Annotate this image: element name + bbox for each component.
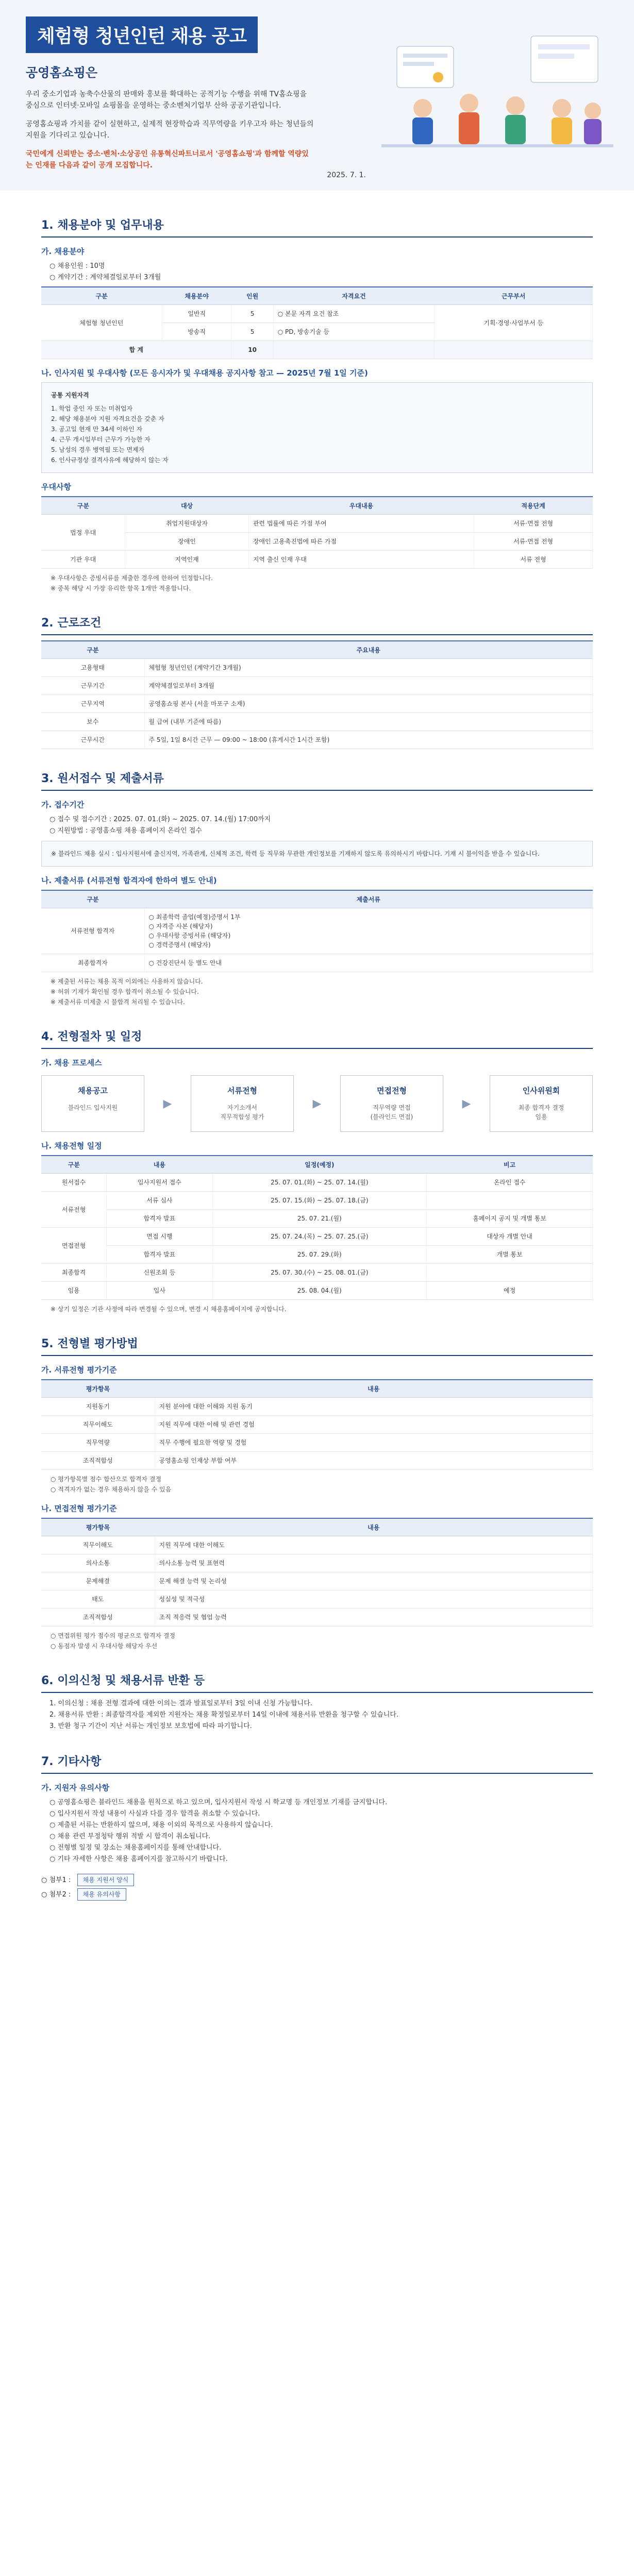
table-row (41, 1192, 593, 1210)
table-header: 내용 (155, 1518, 593, 1536)
section-misc (41, 1753, 593, 1902)
section-title: 1. 채용분야 및 업무내용 (41, 216, 593, 238)
table-row (41, 954, 593, 972)
table-cell: 25. 07. 24.(목) ~ 25. 07. 25.(금) (212, 1228, 427, 1246)
table-cell: 지원 직무에 대한 이해 및 관련 경험 (155, 1416, 593, 1434)
blind-hiring-notice: ※ 블라인드 채용 실시 : 입사지원서에 출신지역, 가족관계, 신체적 조건, 학력 등 직무와 무관한 개인정보를 기재하지 않도록 유의하시기 바랍니다. 기재 시 불이익을 받을 수 있습니다. (41, 841, 593, 867)
table-cell: 보수 (41, 713, 144, 731)
attachment-label: ○ 첨부1 : (41, 1876, 71, 1884)
table-cell: ○ 본문 자격 요건 참조 (273, 305, 435, 323)
table-cell: 월 급여 (내부 기준에 따름) (144, 713, 593, 731)
table-row (41, 515, 593, 533)
table-cell: 10 (231, 341, 273, 359)
table-row (41, 1398, 593, 1416)
table-cell: 서류 전형 (474, 551, 593, 569)
table-row (41, 1228, 593, 1246)
section-appeal (41, 1672, 593, 1732)
table-cell: 25. 07. 21.(월) (212, 1210, 427, 1228)
table-cell (427, 1192, 593, 1210)
table-header: 적용단계 (474, 497, 593, 515)
box-heading: 공통 지원자격 (51, 392, 89, 399)
attachments (41, 1873, 593, 1902)
sub-title: 나. 채용전형 일정 (41, 1141, 102, 1150)
flow-step-desc: 직무역량 면접 (블라인드 면접) (370, 1104, 413, 1121)
intro-paragraph-1: 우리 중소기업과 농축수산물의 판매와 홍보를 확대하는 공적기능 수행을 위해 TV홈쇼핑을 중심으로 인터넷·모바일 쇼핑몰을 운영하는 중소벤처기업부 산하 공공기관입니다. (26, 90, 307, 110)
table-cell: 5 (231, 305, 273, 323)
table-row (41, 1434, 593, 1452)
section-title: 5. 전형별 평가방법 (41, 1335, 593, 1356)
table-cell: 장애인 고용촉진법에 따른 가점 (248, 533, 474, 551)
bullet-line: ○ 지원방법 : 공영홈쇼핑 채용 홈페이지 온라인 접수 (49, 827, 202, 835)
intro-paragraph-2: 공영홈쇼핑과 가치를 같이 실현하고, 실제적 현장학습과 직무역량을 키우고자 하는 청년들의 지원을 기다리고 있습니다. (26, 120, 314, 140)
note-line: ※ 허위 기재가 확인될 경우 합격이 취소될 수 있습니다. (51, 988, 199, 995)
table-cell: 고용형태 (41, 659, 144, 677)
table-cell: 지원 분야에 대한 이해와 지원 동기 (155, 1398, 593, 1416)
page-title: 체험형 청년인턴 채용 공고 (26, 16, 258, 53)
sub-title: 가. 접수기간 (41, 800, 85, 809)
table-header: 평가항목 (41, 1518, 155, 1536)
arrow-right-icon: ▶ (312, 1097, 322, 1110)
table-cell: 서류·면접 전형 (474, 515, 593, 533)
table-cell: 장애인 (125, 533, 249, 551)
conditions-table (41, 640, 593, 749)
bullet-line: ○ 전형별 일정 및 장소는 채용홈페이지를 통해 안내합니다. (49, 1844, 222, 1852)
table-cell: 서류 심사 (107, 1192, 212, 1210)
table-row (41, 1572, 593, 1590)
table-cell: 지원 직무에 대한 이해도 (155, 1536, 593, 1554)
table-row (41, 551, 593, 569)
recruitment-table (41, 286, 593, 359)
table-cell: 원서접수 (41, 1174, 107, 1192)
table-cell: 문제 해결 능력 및 논리성 (155, 1572, 593, 1590)
table-header: 평가항목 (41, 1380, 155, 1398)
box-line: 6. 인사규정상 결격사유에 해당하지 않는 자 (51, 456, 169, 464)
section-title: 6. 이의신청 및 채용서류 반환 등 (41, 1672, 593, 1693)
preference-table (41, 496, 593, 569)
box-line: 1. 학업 중인 자 또는 미취업자 (51, 405, 133, 412)
section-evaluation (41, 1335, 593, 1651)
table-cell: 의사소통 (41, 1554, 155, 1572)
table-cell: 최종합격 (41, 1264, 107, 1282)
bullet-line: ○ 제출된 서류는 반환하지 않으며, 채용 이외의 목적으로 사용하지 않습니다. (49, 1821, 273, 1829)
table-header: 근무부서 (435, 287, 593, 305)
sub-title: 가. 지원자 유의사항 (41, 1783, 110, 1792)
table-cell: 체험형 청년인턴 (41, 305, 162, 341)
box-line: 3. 공고일 현재 만 34세 이하인 자 (51, 426, 143, 433)
bullet-line: ○ 채용 관련 부정청탁 행위 적발 시 합격이 취소됩니다. (49, 1833, 211, 1840)
table-cell: 25. 07. 01.(화) ~ 25. 07. 14.(월) (212, 1174, 427, 1192)
section-recruitment-field (41, 216, 593, 594)
box-line: 2. 해당 채용분야 지원 자격요건을 갖춘 자 (51, 415, 164, 422)
table-header: 채용분야 (162, 287, 231, 305)
sub-title: 우대사항 (41, 482, 71, 492)
table-cell: 25. 07. 29.(화) (212, 1246, 427, 1264)
bullet-line: 1. 이의신청 : 채용 전형 결과에 대한 이의는 결과 발표일로부터 3일 이내 신청 가능합니다. (49, 1700, 312, 1707)
table-cell: 기획·경영·사업부서 등 (435, 305, 593, 341)
intro-text (26, 89, 314, 171)
table-cell: 체험형 청년인턴 (계약기간 3개월) (144, 659, 593, 677)
table-cell: 예정 (427, 1282, 593, 1300)
table-row (41, 1608, 593, 1626)
table-cell: 문제해결 (41, 1572, 155, 1590)
table-row (41, 1554, 593, 1572)
table-row (41, 1416, 593, 1434)
section-title: 7. 기타사항 (41, 1753, 593, 1774)
table-row (41, 1210, 593, 1228)
table-cell: 신원조회 등 (107, 1264, 212, 1282)
sub-title: 가. 채용분야 (41, 247, 85, 256)
table-cell: 법정 우대 (41, 515, 125, 551)
sub-title: 가. 서류전형 평가기준 (41, 1365, 117, 1375)
table-header: 내용 (107, 1156, 212, 1174)
flow-step (191, 1075, 294, 1132)
table-cell: 조직 적응력 및 협업 능력 (155, 1608, 593, 1626)
note-line: ※ 중복 해당 시 가장 유리한 항목 1개만 적용합니다. (51, 585, 191, 592)
table-cell: 25. 08. 04.(월) (212, 1282, 427, 1300)
table-row (41, 908, 593, 954)
table-cell (273, 341, 435, 359)
flow-step (340, 1075, 443, 1132)
table-cell: ○ PD, 방송기술 등 (273, 323, 435, 341)
attachment-link-1[interactable]: 채용 지원서 양식 (77, 1874, 135, 1886)
sub-title: 나. 제출서류 (서류전형 합격자에 한하여 별도 안내) (41, 876, 217, 885)
table-cell: 취업지원대상자 (125, 515, 249, 533)
table-cell: 근무기간 (41, 677, 144, 695)
attachment-link-2[interactable]: 채용 유의사항 (77, 1888, 126, 1901)
table-cell: 관련 법률에 따른 가점 부여 (248, 515, 474, 533)
sub-title: 가. 채용 프로세스 (41, 1058, 102, 1067)
table-cell: 일반직 (162, 305, 231, 323)
table-cell: 면접전형 (41, 1228, 107, 1264)
bullet-line: ○ 채용인원 : 10명 (49, 262, 105, 270)
section-title: 4. 전형절차 및 일정 (41, 1028, 593, 1049)
note-line: ※ 우대사항은 증빙서류를 제출한 경우에 한하여 인정합니다. (51, 574, 213, 582)
documents-table (41, 890, 593, 972)
section-title: 2. 근로조건 (41, 614, 593, 635)
table-cell: 서류·면접 전형 (474, 533, 593, 551)
table-cell: ○ 건강진단서 등 별도 안내 (144, 954, 593, 972)
table-header: 대상 (125, 497, 249, 515)
table-cell (427, 1264, 593, 1282)
org-name: 공영홈쇼핑은 (26, 65, 98, 80)
table-cell: 기관 우대 (41, 551, 125, 569)
table-row (41, 695, 593, 713)
table-cell: 조직적합성 (41, 1452, 155, 1470)
main-content (0, 191, 634, 1923)
table-cell: 합격자 발표 (107, 1246, 212, 1264)
table-cell: 지원동기 (41, 1398, 155, 1416)
table-cell: 직무이해도 (41, 1416, 155, 1434)
table-cell: 서류전형 (41, 1192, 107, 1228)
flow-step (41, 1075, 144, 1132)
flow-step-title: 서류전형 (227, 1086, 257, 1095)
bullet-line: 3. 반환 청구 기간이 지난 서류는 개인정보 보호법에 따라 파기합니다. (49, 1722, 252, 1730)
table-row (41, 731, 593, 749)
table-row (41, 1452, 593, 1470)
box-line: 4. 근무 개시일부터 근무가 가능한 자 (51, 436, 151, 443)
attachment-label: ○ 첨부2 : (41, 1891, 71, 1899)
table-cell: 25. 07. 15.(화) ~ 25. 07. 18.(금) (212, 1192, 427, 1210)
bullet-line: ○ 계약기간 : 계약체결일로부터 3개월 (49, 274, 161, 281)
table-row (41, 659, 593, 677)
note-line: ※ 제출된 서류는 채용 목적 이외에는 사용하지 않습니다. (51, 978, 203, 985)
hero-banner (0, 0, 634, 191)
note-line: ※ 상기 일정은 기관 사정에 따라 변경될 수 있으며, 변경 시 채용홈페이지에 공지합니다. (51, 1306, 287, 1313)
table-cell: 합 계 (41, 341, 231, 359)
table-header: 자격요건 (273, 287, 435, 305)
bullet-line: 2. 채용서류 반환 : 최종합격자를 제외한 지원자는 채용 확정일로부터 14일 이내에 채용서류 반환을 청구할 수 있습니다. (49, 1711, 399, 1719)
table-cell: 지역인재 (125, 551, 249, 569)
eligibility-box (41, 382, 593, 473)
box-line: 5. 남성의 경우 병역필 또는 면제자 (51, 446, 145, 453)
table-cell: 대상자 개별 안내 (427, 1228, 593, 1246)
table-cell: ○ 최종학력 졸업(예정)증명서 1부 ○ 자격증 사본 (해당자) ○ 우대사항 증빙서류 (해당자) ○ 경력증명서 (해당자) (144, 908, 593, 954)
table-header: 구분 (41, 497, 125, 515)
table-row (41, 1246, 593, 1264)
table-cell: 직무역량 (41, 1434, 155, 1452)
document-eval-table (41, 1379, 593, 1470)
table-cell: 합격자 발표 (107, 1210, 212, 1228)
sub-title: 나. 인사지원 및 우대사항 (모든 응시자가 및 우대채용 공지사항 참고 — 2025년 7월 1일 기준) (41, 368, 368, 378)
process-flow (41, 1075, 593, 1132)
table-header: 구분 (41, 890, 144, 908)
table-row (41, 1174, 593, 1192)
table-row (41, 713, 593, 731)
table-cell: 근무지역 (41, 695, 144, 713)
bullet-line: ○ 입사지원서 작성 내용이 사실과 다를 경우 합격을 취소할 수 있습니다. (49, 1810, 260, 1818)
table-cell: 최종합격자 (41, 954, 144, 972)
table-cell: 지역 출신 인재 우대 (248, 551, 474, 569)
table-cell: 공영홈쇼핑 본사 (서울 마포구 소재) (144, 695, 593, 713)
schedule-table (41, 1155, 593, 1300)
table-cell: 임용 (41, 1282, 107, 1300)
table-header: 구분 (41, 1156, 107, 1174)
table-cell: 5 (231, 323, 273, 341)
table-row (41, 1264, 593, 1282)
table-cell: 서류전형 합격자 (41, 908, 144, 954)
table-cell: 계약체결일로부터 3개월 (144, 677, 593, 695)
table-row (41, 1536, 593, 1554)
arrow-right-icon: ▶ (462, 1097, 471, 1110)
flow-step (490, 1075, 593, 1132)
table-cell: 입사 (107, 1282, 212, 1300)
table-header: 우대내용 (248, 497, 474, 515)
table-cell: 홈페이지 공지 및 개별 통보 (427, 1210, 593, 1228)
note-line: ○ 면접위원 평가 점수의 평균으로 합격자 결정 (51, 1632, 176, 1639)
table-row (41, 305, 593, 323)
section-working-conditions (41, 614, 593, 749)
attachment-row (41, 1873, 593, 1888)
table-cell: 개별 통보 (427, 1246, 593, 1264)
table-cell: 주 5일, 1일 8시간 근무 — 09:00 ~ 18:00 (휴게시간 1시간 포함) (144, 731, 593, 749)
flow-step-desc: 자기소개서 직무적합성 평가 (220, 1104, 264, 1121)
bullet-line: ○ 공영홈쇼핑은 블라인드 채용을 원칙으로 하고 있으며, 입사지원서 작성 시 학교명 등 개인정보 기재를 금지합니다. (49, 1799, 388, 1806)
table-cell: 직무이해도 (41, 1536, 155, 1554)
table-cell: 직무 수행에 필요한 역량 및 경험 (155, 1434, 593, 1452)
table-cell: 조직적합성 (41, 1608, 155, 1626)
table-header: 일정(예정) (212, 1156, 427, 1174)
table-cell: 성실성 및 적극성 (155, 1590, 593, 1608)
table-row (41, 1590, 593, 1608)
table-cell (435, 341, 593, 359)
flow-step-desc: 블라인드 입사지원 (68, 1104, 118, 1111)
flow-step-desc: 최종 합격자 결정 임용 (518, 1104, 564, 1121)
section-title: 3. 원서접수 및 제출서류 (41, 770, 593, 791)
sub-title: 나. 면접전형 평가기준 (41, 1504, 117, 1513)
table-cell: 면접 시행 (107, 1228, 212, 1246)
table-cell: 입사지원서 접수 (107, 1174, 212, 1192)
table-header: 제출서류 (144, 890, 593, 908)
note-line: ○ 평가항목별 점수 합산으로 합격자 결정 (51, 1476, 162, 1483)
flow-step-title: 채용공고 (78, 1086, 108, 1095)
table-header: 주요내용 (144, 641, 593, 659)
table-cell: 공영홈쇼핑 인재상 부합 여부 (155, 1452, 593, 1470)
arrow-right-icon: ▶ (163, 1097, 172, 1110)
table-cell: 온라인 접수 (427, 1174, 593, 1192)
table-header: 인원 (231, 287, 273, 305)
table-cell: 태도 (41, 1590, 155, 1608)
bullet-line: ○ 기타 자세한 사항은 채용 홈페이지를 참고하시기 바랍니다. (49, 1855, 228, 1863)
section-application (41, 770, 593, 1007)
interns-illustration-icon (376, 15, 619, 180)
announcement-date: 2025. 7. 1. (327, 171, 366, 179)
flow-step-title: 면접전형 (376, 1086, 407, 1095)
table-row (41, 1282, 593, 1300)
table-header: 구분 (41, 287, 162, 305)
table-cell: 25. 07. 30.(수) ~ 25. 08. 01.(금) (212, 1264, 427, 1282)
table-cell: 의사소통 능력 및 표현력 (155, 1554, 593, 1572)
table-header: 비고 (427, 1156, 593, 1174)
note-line: ○ 적격자가 없는 경우 채용하지 않을 수 있음 (51, 1486, 172, 1493)
note-line: ※ 제출서류 미제출 시 불합격 처리될 수 있습니다. (51, 998, 185, 1006)
note-line: ○ 동점자 발생 시 우대사항 해당자 우선 (51, 1642, 158, 1650)
table-total-row (41, 341, 593, 359)
table-header: 내용 (155, 1380, 593, 1398)
interview-eval-table (41, 1518, 593, 1626)
table-row (41, 677, 593, 695)
table-cell: 방송직 (162, 323, 231, 341)
flow-step-title: 인사위원회 (522, 1086, 560, 1095)
table-header: 구분 (41, 641, 144, 659)
table-cell: 근무시간 (41, 731, 144, 749)
section-process (41, 1028, 593, 1314)
intro-paragraph-3: 국민에게 신뢰받는 중소·벤처·소상공인 유통혁신파트너로서 '공영홈쇼핑'과 함께할 역량있는 인재를 다음과 같이 공개 모집합니다. (26, 150, 309, 170)
bullet-line: ○ 접수 및 접수기간 : 2025. 07. 01.(화) ~ 2025. 07. 14.(월) 17:00까지 (49, 816, 271, 823)
attachment-row (41, 1888, 593, 1902)
